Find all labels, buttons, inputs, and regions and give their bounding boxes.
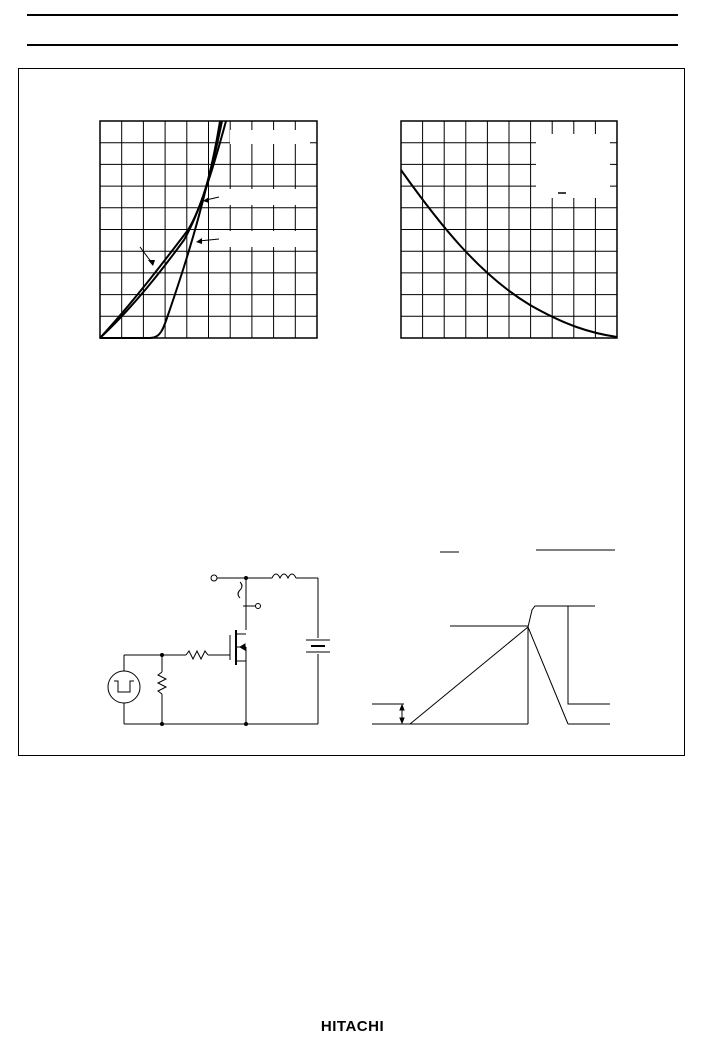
chart-left-label-box-1	[219, 189, 309, 205]
gate-resistor	[186, 651, 208, 659]
chart-left-legend-box	[230, 130, 310, 144]
node-2	[160, 653, 164, 657]
pulse-symbol	[114, 681, 134, 692]
chart-right	[401, 121, 617, 338]
dimension-arrow-down	[400, 718, 404, 723]
shunt-resistor	[158, 672, 166, 694]
probe-terminal	[256, 604, 261, 609]
node-1	[244, 576, 248, 580]
drain-voltage-trace	[528, 606, 610, 704]
mosfet-arrow	[240, 644, 245, 650]
current-ramp	[410, 627, 528, 724]
test-circuit	[108, 574, 330, 726]
node-3	[160, 722, 164, 726]
pulse-generator	[108, 671, 140, 703]
current-decay	[528, 627, 568, 724]
dimension-arrow-up	[400, 705, 404, 710]
current-probe	[238, 582, 242, 598]
drain-terminal	[211, 575, 217, 581]
hitachi-logo: HITACHI	[320, 1018, 385, 1035]
chart-left-label-box-2	[219, 231, 309, 247]
chart-left	[100, 121, 317, 338]
node-4	[244, 722, 248, 726]
chart-left-arrow-3	[148, 260, 155, 266]
waveform	[372, 550, 615, 724]
chart-right-legend-box	[536, 134, 610, 198]
chart-left-arrow-2	[196, 238, 202, 244]
inductor	[272, 574, 296, 578]
